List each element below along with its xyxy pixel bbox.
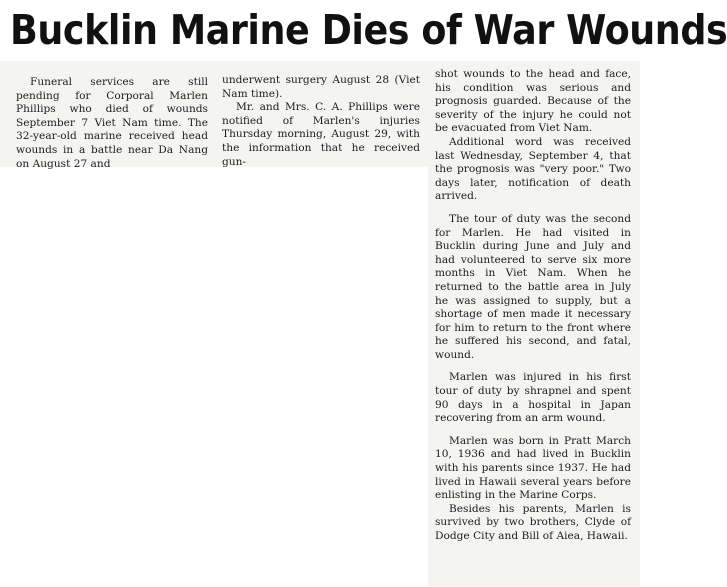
paragraph-surgery-continued: underwent surgery August 28 (Viet Nam time). xyxy=(222,74,420,100)
paragraph-funeral: Funeral services are still pending for Corporal Marlen Phillips who died of wounds September 7 Viet Nam time. The 32-year-old marine received head wounds in a battle near Da Nang on August 27 and xyxy=(16,76,208,170)
paragraph-additional-word: Additional word was received last Wednesday, September 4, that the prognosis was "very poor." Two days later, notification of death arrived. xyxy=(435,135,631,203)
headline: Bucklin Marine Dies of War Wounds xyxy=(10,6,727,54)
column-2 xyxy=(222,74,420,169)
paragraph-first-injury: Marlen was injured in his first tour of duty by shrapnel and spent 90 days in a hospital in Japan recovering from an arm wound. xyxy=(435,371,631,425)
paragraph-biography: Marlen was born in Pratt March 10, 1936 and had lived in Bucklin with his parents since 1937. He had lived in Hawaii several years before enlisting in the Marine Corps. xyxy=(435,434,631,502)
paragraph-gunshot-continued: shot wounds to the head and face, his condition was serious and prognosis guarded. Because of the severity of the injury he could not be evacuated from Viet Nam. xyxy=(435,68,631,135)
paragraph-notified: Mr. and Mrs. C. A. Phillips were notified of Marlen's injuries Thursday morning, August 29, with the information that he received gun- xyxy=(222,101,420,168)
paragraph-survivors: Besides his parents, Marlen is survived by two brothers, Clyde of Dodge City and Bill of Aiea, Hawaii. xyxy=(435,502,631,542)
column-3 xyxy=(435,68,631,544)
column-1 xyxy=(16,76,208,171)
paragraph-tour-of-duty: The tour of duty was the second for Marlen. He had visited in Bucklin during June and July and had volunteered to serve six more months in Viet Nam. When he returned to the battle area in July he was assigned to supply, but a shortage of men made it necessary for him to return to the front where he suffered his second, and fatal, wound. xyxy=(435,212,631,361)
